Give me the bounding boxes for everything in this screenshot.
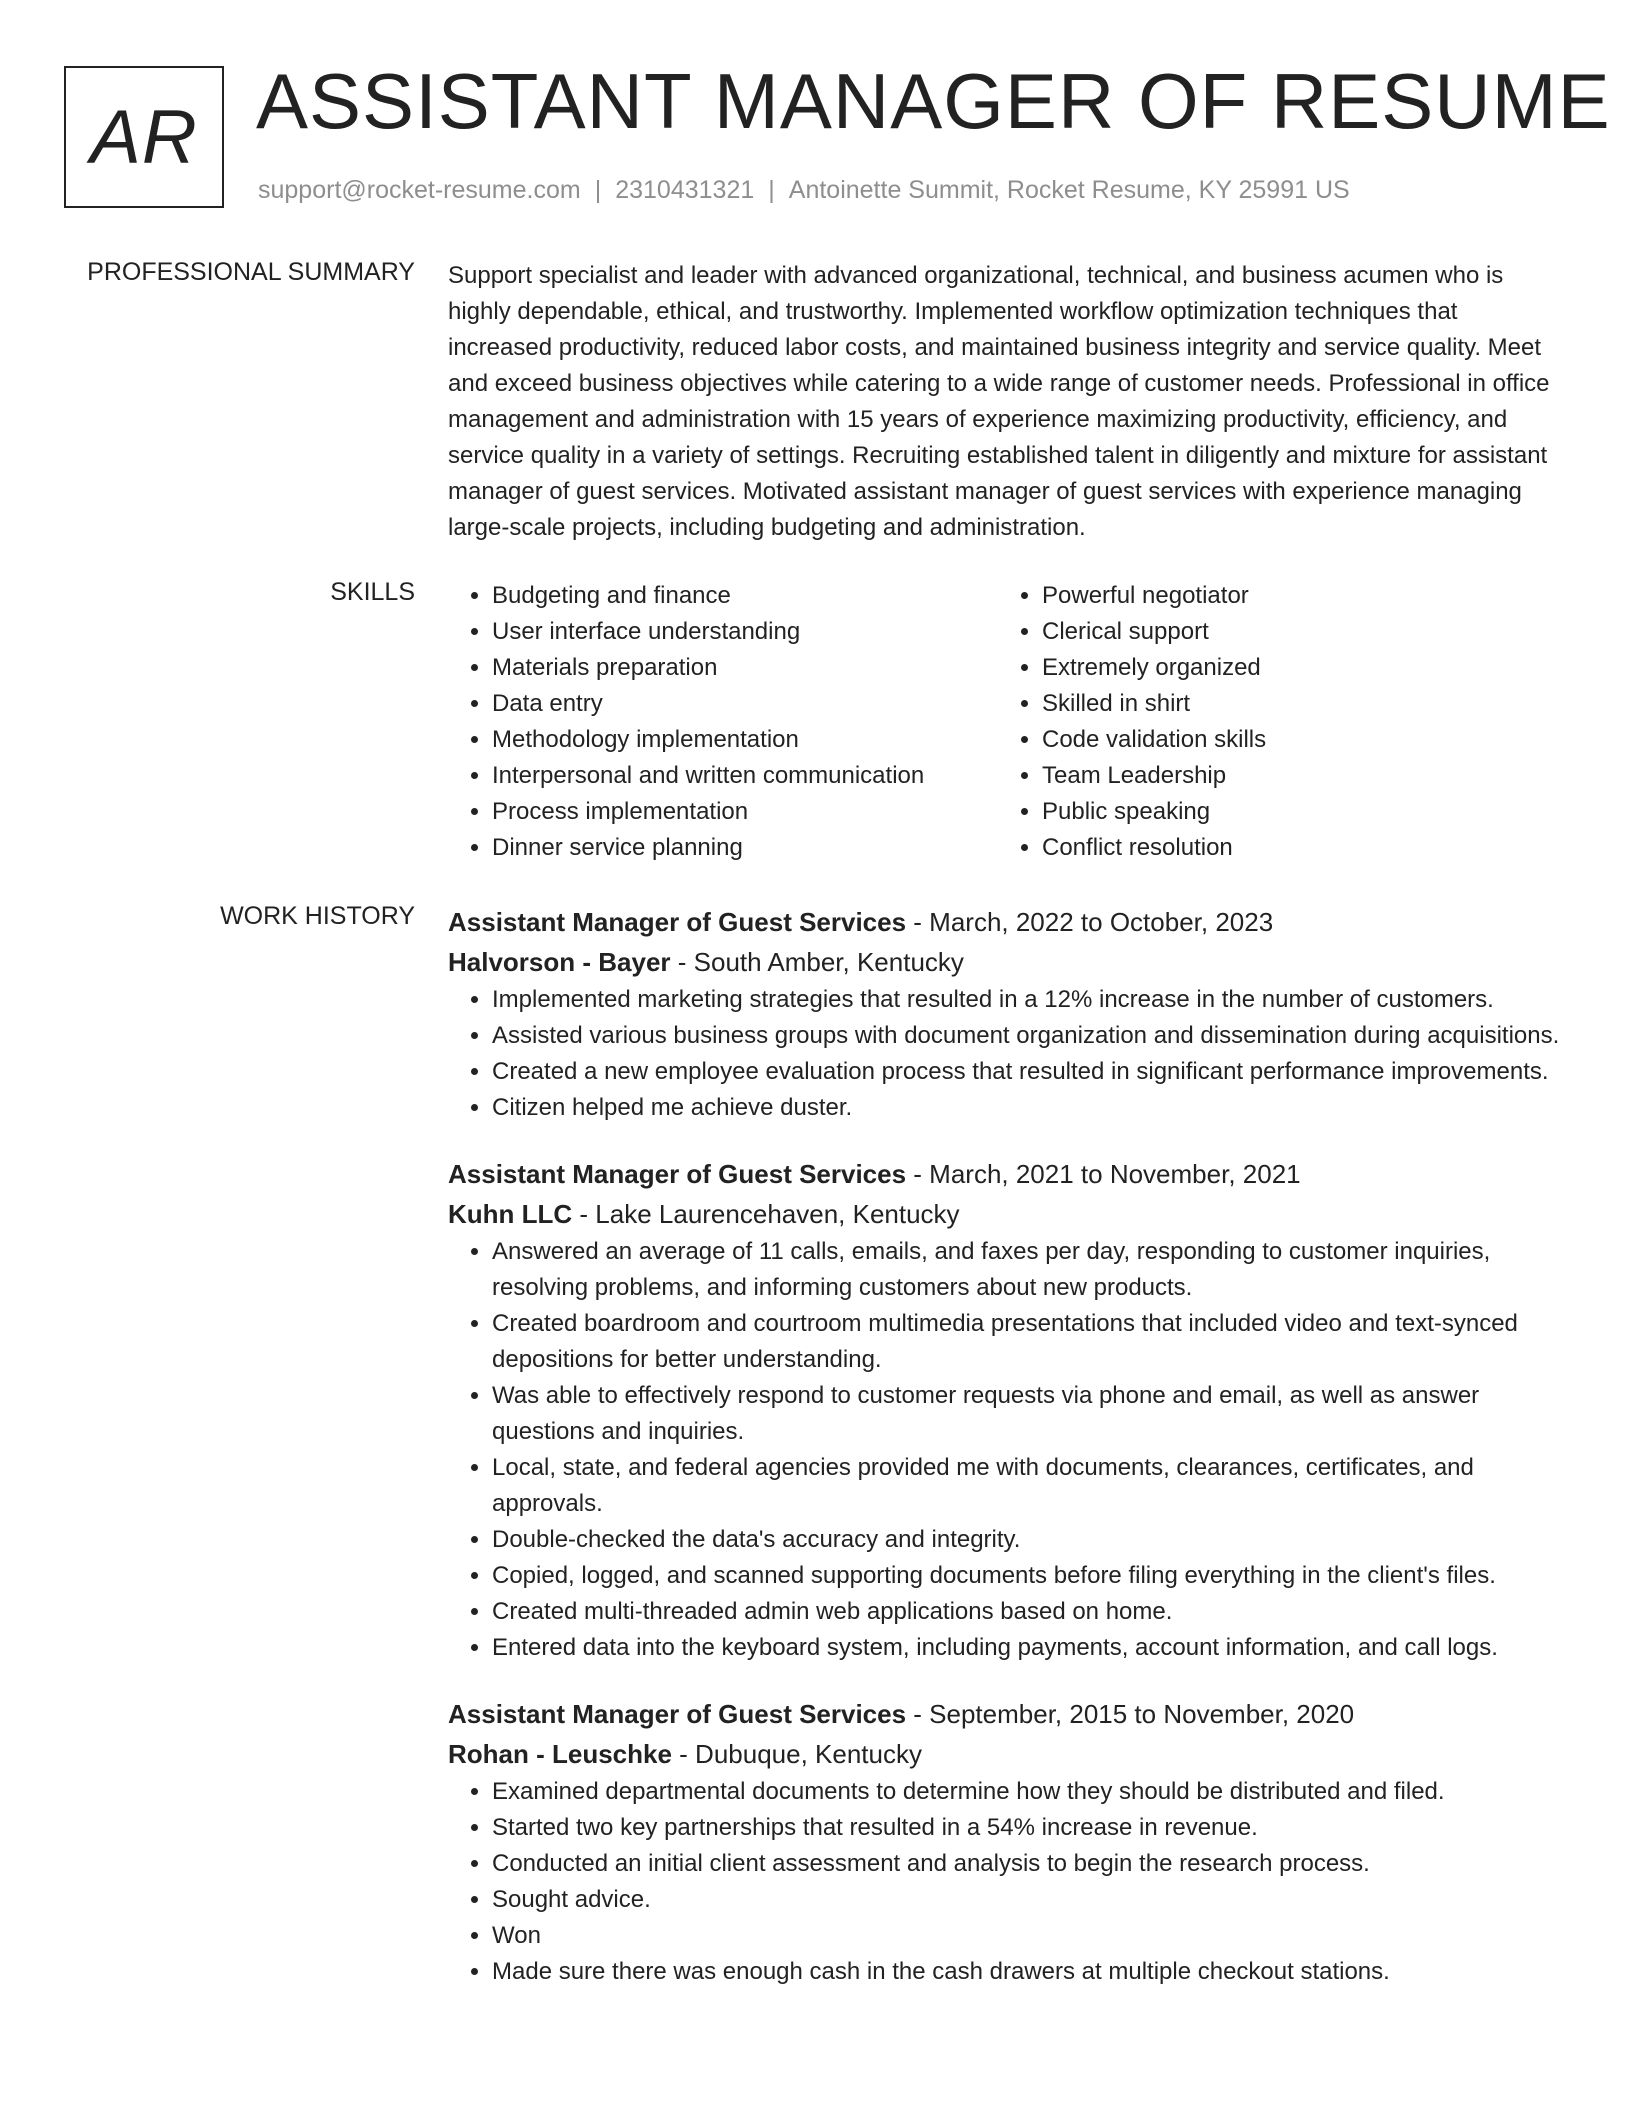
job-dates: - March, 2022 to October, 2023 bbox=[906, 907, 1274, 937]
skill-item: • Public speaking bbox=[1042, 794, 1518, 830]
skills-column-right bbox=[998, 578, 1518, 866]
summary-text: Support specialist and leader with advanced organizational, technical, and business acumen who is highly dependable, ethical, and trustworthy. Implemented workflow optimization techniques that increased productivity, reduced labor costs, and maintained business integrity and service quality. Meet and exceed business objectives while catering to a wide range of customer needs. Professional in office management and administration with 15 years of experience maximizing productivity, efficiency, and service quality in a variety of settings. Recruiting established talent in diligently and mixture for assistant manager of guest services. Motivated assistant manager of guest services with experience managing large-scale projects, including budgeting and administration. bbox=[448, 262, 1550, 541]
job-bullet: • Sought advice. bbox=[492, 1882, 1568, 1918]
job-dates: - September, 2015 to November, 2020 bbox=[906, 1699, 1355, 1729]
skill-item: • Materials preparation bbox=[492, 650, 968, 686]
skill-item: • Clerical support bbox=[1042, 614, 1518, 650]
skill-item: • User interface understanding bbox=[492, 614, 968, 650]
skill-item: • Budgeting and finance bbox=[492, 578, 968, 614]
skill-item: • Interpersonal and written communication bbox=[492, 758, 968, 794]
job-bullet-list bbox=[448, 1234, 1568, 1666]
contact-phone: 2310431321 bbox=[615, 176, 755, 204]
job-bullet: • Assisted various business groups with document organization and dissemination during acquisitions. bbox=[492, 1018, 1568, 1054]
skill-item: • Code validation skills bbox=[1042, 722, 1518, 758]
job-company: Halvorson - Bayer bbox=[448, 947, 671, 977]
skill-item: • Methodology implementation bbox=[492, 722, 968, 758]
skill-item: • Extremely organized bbox=[1042, 650, 1518, 686]
job-company: Rohan - Leuschke bbox=[448, 1739, 672, 1769]
job-entry bbox=[448, 902, 1568, 1126]
skill-item: • Process implementation bbox=[492, 794, 968, 830]
job-entry bbox=[448, 1154, 1568, 1666]
job-title-line bbox=[448, 1154, 1568, 1194]
job-bullet: • Entered data into the keyboard system, including payments, account information, and call logs. bbox=[492, 1630, 1568, 1666]
job-bullet-list bbox=[448, 982, 1568, 1126]
job-bullet: • Copied, logged, and scanned supporting documents before filing everything in the client's files. bbox=[492, 1558, 1568, 1594]
job-company-line bbox=[448, 1194, 1568, 1234]
job-title-line bbox=[448, 902, 1568, 942]
contact-email: support@rocket-resume.com bbox=[258, 176, 581, 204]
job-bullet: • Examined departmental documents to determine how they should be distributed and filed. bbox=[492, 1774, 1568, 1810]
skill-item: • Data entry bbox=[492, 686, 968, 722]
job-bullet: • Conducted an initial client assessment and analysis to begin the research process. bbox=[492, 1846, 1568, 1882]
job-bullet: • Created a new employee evaluation process that resulted in significant performance improvements. bbox=[492, 1054, 1568, 1090]
contact-separator: | bbox=[594, 176, 602, 204]
job-bullet: • Started two key partnerships that resulted in a 54% increase in revenue. bbox=[492, 1810, 1568, 1846]
job-bullet: • Was able to effectively respond to customer requests via phone and email, as well as answer questions and inquiries. bbox=[492, 1378, 1568, 1450]
job-company: Kuhn LLC bbox=[448, 1199, 573, 1229]
skill-item: • Dinner service planning bbox=[492, 830, 968, 866]
contact-separator: | bbox=[768, 176, 775, 204]
resume-name: ASSISTANT MANAGER OF RESUME bbox=[256, 57, 1611, 145]
job-bullet: • Double-checked the data's accuracy and integrity. bbox=[492, 1522, 1568, 1558]
skill-item: • Skilled in shirt bbox=[1042, 686, 1518, 722]
job-entry bbox=[448, 1694, 1568, 1990]
job-bullet: • Made sure there was enough cash in the cash drawers at multiple checkout stations. bbox=[492, 1954, 1568, 1990]
job-bullet-list bbox=[448, 1774, 1568, 1990]
job-title: Assistant Manager of Guest Services bbox=[448, 907, 907, 937]
initials-monogram bbox=[64, 66, 224, 208]
job-bullet: • Local, state, and federal agencies provided me with documents, clearances, certificates, and approvals. bbox=[492, 1450, 1568, 1522]
job-bullet: • Won bbox=[492, 1918, 1568, 1954]
contact-address: Antoinette Summit, Rocket Resume, KY 25991 US bbox=[788, 176, 1350, 204]
contact-line bbox=[258, 176, 1350, 205]
skills-column-left bbox=[448, 578, 968, 866]
job-location: - Lake Laurencehaven, Kentucky bbox=[572, 1199, 960, 1229]
job-dates: - March, 2021 to November, 2021 bbox=[906, 1159, 1301, 1189]
job-location: - South Amber, Kentucky bbox=[670, 947, 964, 977]
summary-heading: PROFESSIONAL SUMMARY bbox=[87, 258, 415, 286]
job-bullet: • Created multi-threaded admin web applications based on home. bbox=[492, 1594, 1568, 1630]
initials-text: AR bbox=[90, 94, 198, 180]
job-location: - Dubuque, Kentucky bbox=[671, 1739, 922, 1769]
job-list bbox=[448, 902, 1568, 2018]
job-bullet: • Created boardroom and courtroom multimedia presentations that included video and text-synced depositions for better understanding. bbox=[492, 1306, 1568, 1378]
job-company-line bbox=[448, 942, 1568, 982]
job-bullet: • Answered an average of 11 calls, emails, and faxes per day, responding to customer inquiries, resolving problems, and informing customers about new products. bbox=[492, 1234, 1568, 1306]
skill-item: • Powerful negotiator bbox=[1042, 578, 1518, 614]
job-title: Assistant Manager of Guest Services bbox=[448, 1159, 907, 1189]
job-title-line bbox=[448, 1694, 1568, 1734]
skills-heading: SKILLS bbox=[330, 578, 415, 606]
job-bullet: • Implemented marketing strategies that resulted in a 12% increase in the number of customers. bbox=[492, 982, 1568, 1018]
skill-item: • Conflict resolution bbox=[1042, 830, 1518, 866]
work-history-heading: WORK HISTORY bbox=[220, 902, 415, 930]
job-title: Assistant Manager of Guest Services bbox=[448, 1699, 907, 1729]
job-bullet: • Citizen helped me achieve duster. bbox=[492, 1090, 1568, 1126]
skill-item: • Team Leadership bbox=[1042, 758, 1518, 794]
job-company-line bbox=[448, 1734, 1568, 1774]
